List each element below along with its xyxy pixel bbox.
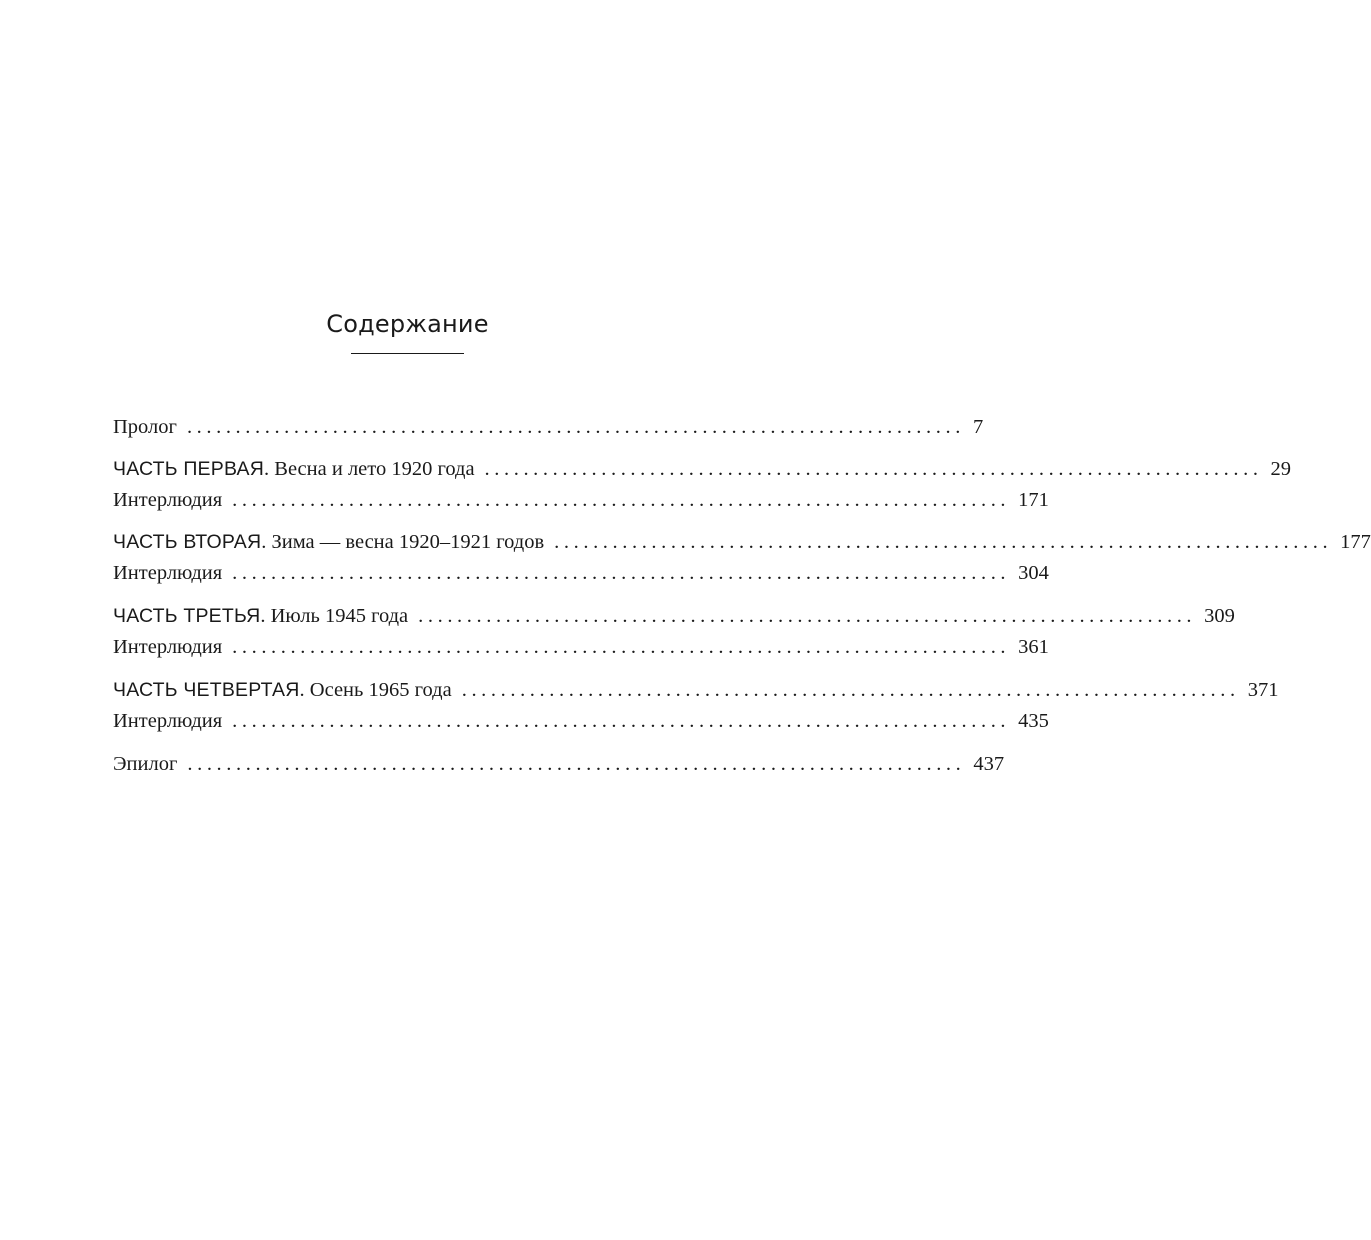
toc-entry-interlude-2[interactable] — [113, 562, 1049, 590]
toc-page-number: 304 — [1018, 562, 1049, 584]
toc-entry-interlude-1[interactable] — [113, 489, 1049, 517]
toc-entry-title: Зима — весна 1920–1921 годов — [271, 531, 545, 553]
toc-entry-interlude-3[interactable] — [113, 636, 1049, 664]
toc-dot-leader: ................................................................................ — [232, 562, 1011, 584]
toc-entry-title: Пролог — [113, 416, 177, 438]
toc-dot-leader: ................................................................................ — [232, 489, 1011, 511]
toc-separator: . — [299, 679, 310, 701]
toc-entry-epilogue[interactable] — [113, 753, 1005, 781]
toc-entry-part-1[interactable] — [113, 458, 1292, 486]
toc-entry-title: Интерлюдия — [113, 636, 223, 658]
toc-page-number: 361 — [1018, 636, 1049, 658]
toc-separator: . — [260, 605, 271, 627]
toc-entry-title: Осень 1965 года — [309, 679, 452, 701]
toc-entry-title: Интерлюдия — [113, 710, 223, 732]
toc-dot-leader: ................................................................................ — [418, 605, 1197, 627]
toc-entry-title: Июль 1945 года — [270, 605, 409, 627]
toc-separator: . — [264, 458, 275, 480]
toc-part-heading: ЧАСТЬ ЧЕТВЕРТАЯ — [113, 679, 300, 701]
toc-page-number: 29 — [1270, 458, 1292, 480]
toc-page-number: 435 — [1018, 710, 1049, 732]
page-title: Содержание — [326, 310, 489, 338]
toc-part-heading: ЧАСТЬ ВТОРАЯ — [113, 531, 262, 553]
toc-separator: . — [261, 531, 272, 553]
toc-entry-title: Интерлюдия — [113, 562, 223, 584]
toc-part-heading: ЧАСТЬ ПЕРВАЯ — [113, 458, 265, 480]
toc-dot-leader: ................................................................................ — [232, 636, 1011, 658]
toc-entry-part-4[interactable] — [113, 679, 1279, 707]
toc-dot-leader: ................................................................................ — [186, 416, 965, 438]
toc-page-number: 309 — [1204, 605, 1235, 627]
toc-entry-part-3[interactable] — [113, 605, 1235, 633]
toc-page-number: 7 — [972, 416, 984, 438]
toc-page-number: 437 — [973, 753, 1005, 775]
toc-dot-leader: ................................................................................ — [554, 531, 1333, 553]
toc-entry-title: Весна и лето 1920 года — [274, 458, 475, 480]
toc-page-number: 371 — [1247, 679, 1279, 701]
toc-dot-leader: ................................................................................ — [461, 679, 1240, 701]
toc-dot-leader: ................................................................................ — [232, 710, 1011, 732]
toc-entry-interlude-4[interactable] — [113, 710, 1049, 738]
toc-page-number: 171 — [1018, 489, 1049, 511]
toc-entry-part-2[interactable] — [113, 531, 1371, 559]
toc-entry-title: Эпилог — [113, 753, 178, 775]
toc-page-number: 177 — [1340, 531, 1371, 553]
title-underline — [351, 353, 464, 354]
toc-dot-leader: ................................................................................ — [187, 753, 966, 775]
toc-entry-prologue[interactable] — [113, 416, 984, 444]
toc-entry-title: Интерлюдия — [113, 489, 223, 511]
toc-dot-leader: ................................................................................ — [484, 458, 1263, 480]
toc-part-heading: ЧАСТЬ ТРЕТЬЯ — [113, 605, 261, 627]
